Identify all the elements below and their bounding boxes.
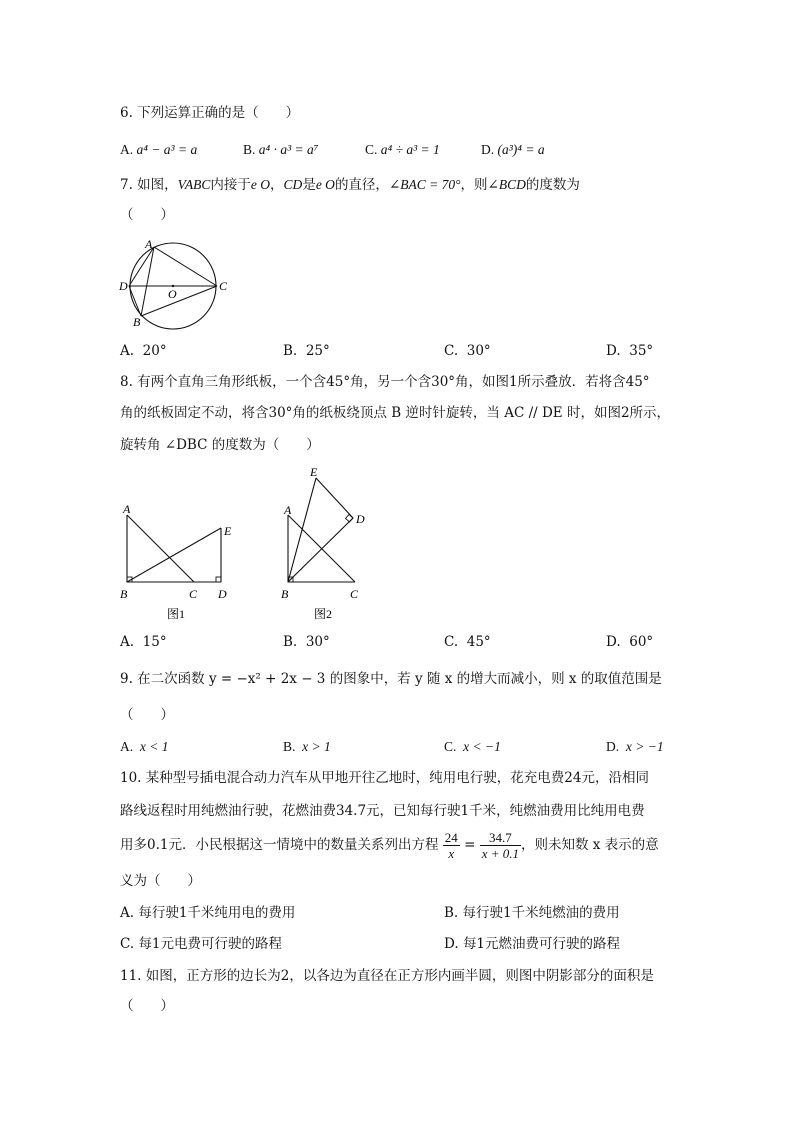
q9-option-c: C. x < −1 bbox=[444, 739, 501, 754]
q9-paren: （ ） bbox=[120, 707, 174, 723]
q8-line2: 角的纸板固定不动，将含30°角的纸板绕顶点 B 逆时针旋转，当 AC // DE 时，如图2所示， bbox=[120, 405, 671, 421]
caption-fig1: 图1 bbox=[167, 607, 186, 621]
segment-bd bbox=[129, 286, 141, 316]
segment-ac bbox=[154, 247, 217, 286]
label-a: A bbox=[145, 237, 153, 251]
label-d: D bbox=[356, 512, 365, 526]
q7-paren: （ ） bbox=[120, 207, 174, 223]
q8-option-a: A. 15° bbox=[120, 634, 167, 650]
q8-option-b: B. 30° bbox=[283, 634, 330, 650]
q7-option-a: A. 20° bbox=[120, 343, 167, 359]
label-d: D bbox=[119, 279, 128, 293]
q10-line4: 义为（ ） bbox=[120, 873, 201, 889]
label-b: B bbox=[281, 587, 289, 601]
right-angle-d bbox=[346, 515, 354, 523]
label-c: C bbox=[350, 587, 359, 601]
q9-option-d: D. x > −1 bbox=[606, 739, 664, 754]
q10-option-d: D. 每1元燃油费可行驶的路程 bbox=[444, 936, 621, 952]
q8-line1: 8. 有两个直角三角形纸板，一个含45°角，另一个含30°角，如图1所示叠放．若将含45° bbox=[120, 374, 650, 390]
right-angle-d bbox=[216, 577, 221, 582]
label-a: A bbox=[284, 503, 292, 517]
fraction-34-7-over-x-plus-0-1: $\frac{34.7}{x + 0.1}$ bbox=[481, 830, 519, 861]
q6-option-b: B. a⁴ · a³ = a⁷ bbox=[243, 142, 319, 157]
label-e: E bbox=[224, 524, 232, 538]
q7-option-d: D. 35° bbox=[606, 343, 654, 359]
segment-bd bbox=[288, 518, 353, 582]
label-b: B bbox=[120, 587, 128, 601]
segment-ed bbox=[316, 478, 353, 518]
q8-line3: 旋转角 ∠DBC 的度数为（ ） bbox=[120, 437, 320, 453]
q10-option-c: C. 每1元电费可行驶的路程 bbox=[120, 936, 283, 952]
q10-line3: 用多0.1元．小民根据这一情境中的数量关系列出方程 $\frac{24}{x}$ = $\frac{34.7}{x + 0.1}$ ，则未知数 x 表示的意 bbox=[120, 830, 659, 861]
label-a: A bbox=[123, 502, 131, 516]
q6-option-c: C. a⁴ ÷ a³ = 1 bbox=[365, 142, 440, 157]
q8-option-d: D. 60° bbox=[606, 634, 654, 650]
label-b: B bbox=[133, 315, 141, 329]
q7-stem: 7. 如图，VABC内接于e O，CD是e O的直径，∠BAC = 70°，则∠BCD的度数为 bbox=[120, 177, 580, 193]
q9-option-b: B. x > 1 bbox=[283, 739, 331, 754]
q9-option-a: A. x < 1 bbox=[120, 739, 169, 754]
segment-ac bbox=[127, 515, 194, 582]
label-c: C bbox=[189, 587, 198, 601]
q6-option-a: A. a⁴ − a³ = a bbox=[120, 142, 198, 157]
label-o: O bbox=[168, 287, 177, 301]
q9-stem: 9. 在二次函数 y = −x² + 2x − 3 的图象中，若 y 随 x 的增大而减小，则 x 的取值范围是 bbox=[120, 671, 662, 687]
caption-fig2: 图2 bbox=[314, 607, 333, 621]
segment-be bbox=[127, 528, 221, 582]
q11-paren: （ ） bbox=[120, 998, 174, 1014]
q8-figure-1 bbox=[115, 498, 245, 628]
q7-option-c: C. 30° bbox=[444, 343, 491, 359]
segment-be bbox=[288, 478, 316, 582]
q10-line2: 路线返程时用纯燃油行驶，花燃油费34.7元，已知每行驶1千米，纯燃油费用比纯用电费 bbox=[120, 803, 645, 819]
q6-option-d: D. (a³)⁴ = a bbox=[481, 142, 545, 157]
q8-figure-2 bbox=[276, 460, 386, 628]
q7-option-b: B. 25° bbox=[283, 343, 330, 359]
fraction-24-over-x: $\frac{24}{x}$ bbox=[444, 830, 458, 861]
q10-option-a: A. 每行驶1千米纯用电的费用 bbox=[120, 905, 296, 921]
label-c: C bbox=[219, 279, 228, 293]
q7-circle-figure bbox=[115, 236, 235, 331]
label-e: E bbox=[310, 465, 318, 479]
q8-option-c: C. 45° bbox=[444, 634, 491, 650]
segment-bc bbox=[141, 286, 217, 316]
q11-line1: 11. 如图，正方形的边长为2，以各边为直径在正方形内画半圆，则图中阴影部分的面积是 bbox=[120, 968, 654, 984]
q6-stem: 6. 下列运算正确的是（ ） bbox=[120, 105, 300, 121]
label-d: D bbox=[218, 587, 227, 601]
q10-option-b: B. 每行驶1千米纯燃油的费用 bbox=[444, 905, 620, 921]
q10-line1: 10. 某种型号插电混合动力汽车从甲地开往乙地时，纯用电行驶，花充电费24元，沿相同 bbox=[120, 770, 649, 786]
